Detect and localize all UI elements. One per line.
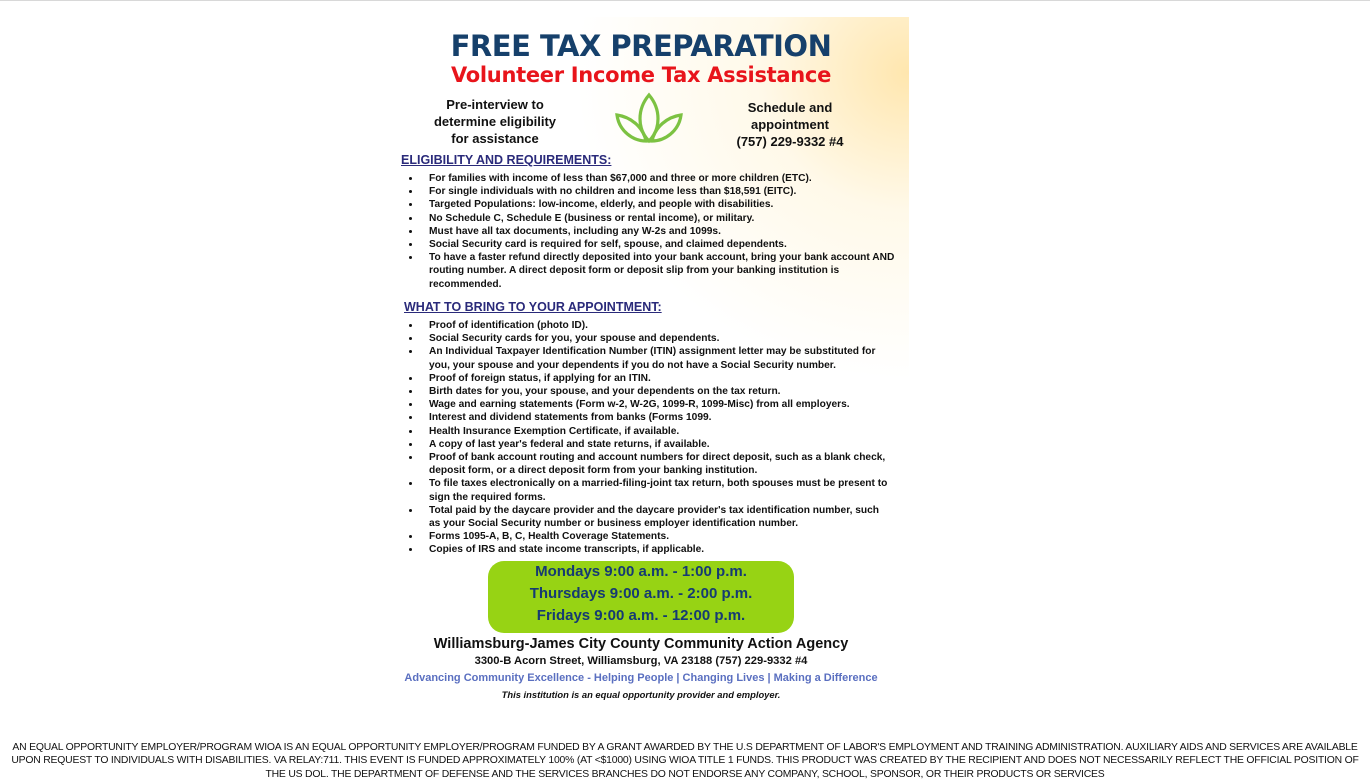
pre-interview-line: for assistance xyxy=(451,131,539,146)
list-item: • Wage and earning statements (Form w-2, W-2G, 1099-R, 1099-Misc) from all employers. xyxy=(421,398,893,411)
equal-opportunity-note: This institution is an equal opportunity provider and employer. xyxy=(501,689,781,700)
list-item: • An Individual Taxpayer Identification Number (ITIN) assignment letter may be substituted for you, your spouse and your dependents if you do not have a Social Security number. xyxy=(421,345,893,371)
schedule-line: appointment xyxy=(751,117,829,132)
bring-header: WHAT TO BRING TO YOUR APPOINTMENT: xyxy=(404,300,662,314)
organization-motto: Advancing Community Excellence - Helping People | Changing Lives | Making a Difference xyxy=(404,672,878,684)
list-item: • To file taxes electronically on a married-filing-joint tax return, both spouses must be present to sign the required forms. xyxy=(421,477,893,503)
list-item: • Birth dates for you, your spouse, and your dependents on the tax return. xyxy=(421,385,893,398)
list-item: • A copy of last year's federal and state returns, if available. xyxy=(421,438,893,451)
schedule-phone: (757) 229-9332 #4 xyxy=(736,134,844,149)
tax-flyer-image xyxy=(373,17,909,713)
schedule-line: Schedule and xyxy=(747,100,833,115)
pre-interview-line: determine eligibility xyxy=(433,114,557,129)
list-item: • Interest and dividend statements from banks (Forms 1099. xyxy=(421,411,893,424)
hours-box xyxy=(488,561,794,633)
list-item: • Social Security cards for you, your spouse and dependents. xyxy=(421,332,893,345)
footer-disclaimer: AN EQUAL OPPORTUNITY EMPLOYER/PROGRAM WIOA IS AN EQUAL OPPORTUNITY EMPLOYER/PROGRAM FUNDED BY A GRANT AWARDED BY THE U.S DEPARTMENT OF LABOR'S EMPLOYMENT AND TRAINING ADMINISTRATION. AUXILIARY AIDS AND SERVICES ARE AVAILABLE UPON REQUEST TO INDIVIDUALS WITH DISABILITIES. VA RELAY:711. THIS EVENT IS FUNDED APPROXIMATELY 100% (AT <$1000) USING WIOA TITLE 1 FUNDS. THIS PRODUCT WAS CREATED BY THE RECIPIENT AND DOES NOT NECESSARILY REFLECT THE OFFICIAL POSITION OF THE US DOL. THE DEPARTMENT OF DEFENSE AND THE SERVICES BRANCHES DO NOT ENDORSE ANY COMPANY, SCHOOL, SPONSOR, OR THEIR PRODUCTS OR SERVICES xyxy=(11,742,1359,780)
eligibility-list xyxy=(401,172,909,291)
hours-line: Fridays 9:00 a.m. - 12:00 p.m. xyxy=(536,607,746,624)
flyer-subtitle: Volunteer Income Tax Assistance xyxy=(450,63,832,87)
list-item: • Forms 1095-A, B, C, Health Coverage Statements. xyxy=(421,530,893,543)
organization-address: 3300-B Acorn Street, Williamsburg, VA 23188 (757) 229-9332 #4 xyxy=(474,655,808,667)
flyer-title: FREE TAX PREPARATION xyxy=(450,29,832,63)
list-item: • Health Insurance Exemption Certificate, if available. xyxy=(421,425,893,438)
list-item: • Social Security card is required for self, spouse, and claimed dependents. xyxy=(421,238,909,251)
hours-line: Mondays 9:00 a.m. - 1:00 p.m. xyxy=(535,563,747,580)
list-item: • Copies of IRS and state income transcripts, if applicable. xyxy=(421,543,893,556)
list-item: • For families with income of less than $67,000 and three or more children (ETC). xyxy=(421,172,909,185)
eligibility-header: ELIGIBILITY AND REQUIREMENTS: xyxy=(401,153,612,167)
schedule-block xyxy=(719,99,861,150)
organization-name: Williamsburg-James City County Community Action Agency xyxy=(433,636,849,652)
hours-line: Thursdays 9:00 a.m. - 2:00 p.m. xyxy=(529,585,753,602)
list-item: • For single individuals with no children and income less than $18,591 (EITC). xyxy=(421,185,909,198)
pre-interview-block xyxy=(413,96,577,147)
bring-list xyxy=(401,319,893,557)
pre-interview-line: Pre-interview to xyxy=(446,97,544,112)
list-item: • No Schedule C, Schedule E (business or rental income), or military. xyxy=(421,212,909,225)
list-item: • Total paid by the daycare provider and the daycare provider's tax identification number, such as your Social Security number or business employer identification number. xyxy=(421,504,893,530)
top-divider xyxy=(0,0,1370,1)
list-item: • Proof of foreign status, if applying for an ITIN. xyxy=(421,372,893,385)
list-item: • Proof of bank account routing and account numbers for direct deposit, such as a blank check, deposit form, or a direct deposit form from your banking institution. xyxy=(421,451,893,477)
list-item: • To have a faster refund directly deposited into your bank account, bring your bank account AND routing number. A direct deposit form or deposit slip from your banking institution is recommended. xyxy=(421,251,909,291)
leaf-logo-icon xyxy=(613,91,685,147)
list-item: • Proof of identification (photo ID). xyxy=(421,319,893,332)
list-item: • Must have all tax documents, including any W-2s and 1099s. xyxy=(421,225,909,238)
list-item: • Targeted Populations: low-income, elderly, and people with disabilities. xyxy=(421,198,909,211)
